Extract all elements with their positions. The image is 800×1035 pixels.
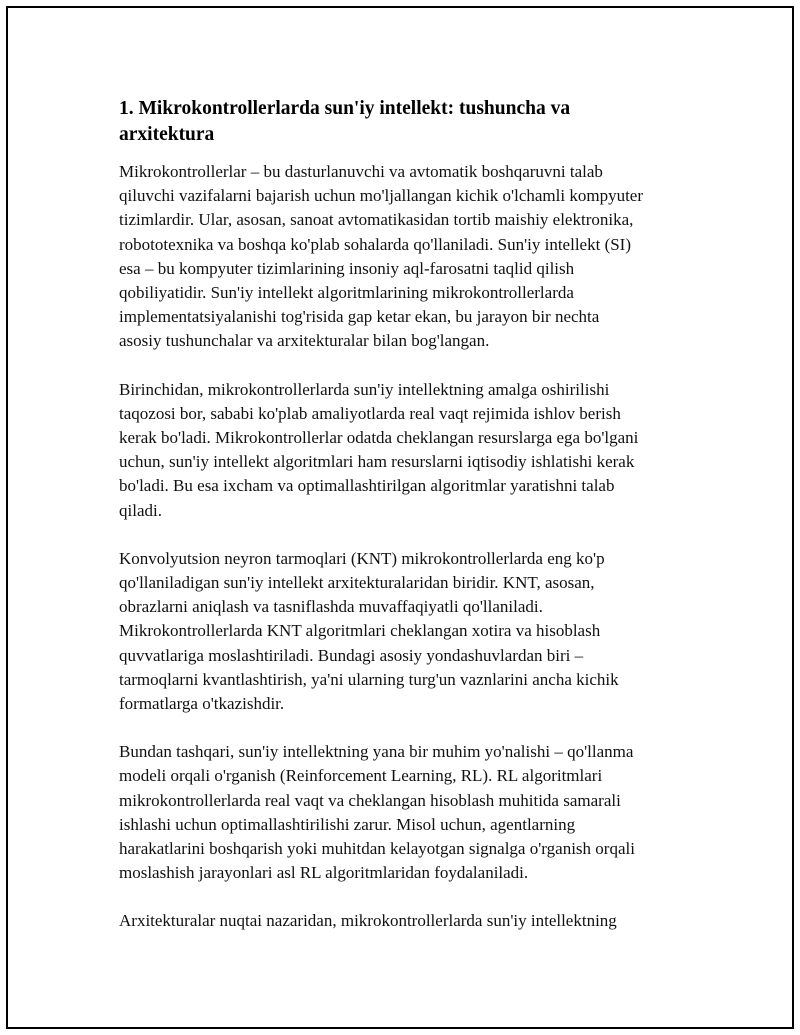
- text-line: harakatlarini boshqarish yoki muhitdan kelayotgan signalga o'rganish orqali: [119, 839, 635, 859]
- text-line: esa – bu kompyuter tizimlarining insoniy aql-farosatni taqlid qilish: [119, 258, 575, 278]
- text-line: ishlashi uchun optimallashtirilishi zarur. Misol uchun, agentlarning: [119, 814, 576, 834]
- text-line: asosiy tushunchalar va arxitekturalar bilan bog'langan.: [119, 331, 490, 351]
- text-line: moslashish jarayonlari asl RL algoritmlaridan foydalaniladi.: [119, 863, 529, 883]
- text-line: Arxitekturalar nuqtai nazaridan, mikrokontrollerlarda sun'iy intellektning: [119, 911, 617, 931]
- paragraph-1: [119, 160, 709, 354]
- text-line: robototexnika va boshqa ko'plab sohalarda qo'llaniladi. Sun'iy intellekt (SI): [119, 234, 632, 254]
- section-heading: [119, 96, 709, 148]
- text-line: implementatsiyalanishi tog'risida gap ketar ekan, bu jarayon bir nechta: [119, 307, 600, 327]
- paragraph-2: [119, 378, 709, 523]
- text-line: Birinchidan, mikrokontrollerlarda sun'iy intellektning amalga oshirilishi: [119, 379, 610, 399]
- text-line: formatlarga o'tkazishdir.: [119, 694, 285, 714]
- text-line: mikrokontrollerlarda real vaqt va cheklangan hisoblash muhitida samarali: [119, 790, 621, 810]
- text-line: kerak bo'ladi. Mikrokontrollerlar odatda cheklangan resurslarga ega bo'lgani: [119, 428, 639, 448]
- text-line: qiluvchi vazifalarni bajarish uchun mo'ljallangan kichik o'lchamli kompyuter: [119, 186, 644, 206]
- text-line: quvvatlariga moslashtiriladi. Bundagi asosiy yondashuvlardan biri –: [119, 645, 584, 665]
- heading-line: arxitektura: [119, 124, 215, 145]
- text-line: tarmoqlarni kvantlashtirish, ya'ni ularning turg'un vaznlarini ancha kichik: [119, 669, 619, 689]
- paragraph-4: [119, 740, 709, 885]
- paragraph-5: [119, 909, 709, 933]
- text-line: Mikrokontrollerlar – bu dasturlanuvchi va avtomatik boshqaruvni talab: [119, 162, 603, 181]
- document-content: [119, 96, 709, 958]
- text-line: modeli orqali o'rganish (Reinforcement Learning, RL). RL algoritmlari: [119, 766, 603, 786]
- text-line: bo'ladi. Bu esa ixcham va optimallashtirilgan algoritmlar yaratishni talab: [119, 476, 615, 496]
- text-line: obrazlarni aniqlash va tasniflashda muvaffaqiyatli qo'llaniladi.: [119, 597, 543, 617]
- paragraph-3: [119, 547, 709, 716]
- text-line: qo'llaniladigan sun'iy intellekt arxitekturalaridan biridir. KNT, asosan,: [119, 573, 595, 593]
- text-line: Bundan tashqari, sun'iy intellektning yana bir muhim yo'nalishi – qo'llanma: [119, 742, 634, 762]
- text-line: tizimlardir. Ular, asosan, sanoat avtomatikasidan tortib maishiy elektronika,: [119, 210, 634, 230]
- text-line: Mikrokontrollerlarda KNT algoritmlari cheklangan xotira va hisoblash: [119, 621, 601, 641]
- text-line: Konvolyutsion neyron tarmoqlari (KNT) mikrokontrollerlarda eng ko'p: [119, 548, 605, 568]
- text-line: taqozosi bor, sababi ko'plab amaliyotlarda real vaqt rejimida ishlov berish: [119, 403, 621, 423]
- text-line: uchun, sun'iy intellekt algoritmlari ham resurslarni iqtisodiy ishlatishi kerak: [119, 452, 635, 472]
- text-line: qobiliyatidir. Sun'iy intellekt algoritmlarining mikrokontrollerlarda: [119, 283, 574, 303]
- text-line: qiladi.: [119, 500, 162, 520]
- heading-line: 1. Mikrokontrollerlarda sun'iy intellekt: tushuncha va: [119, 98, 571, 119]
- page-frame: [6, 6, 794, 1029]
